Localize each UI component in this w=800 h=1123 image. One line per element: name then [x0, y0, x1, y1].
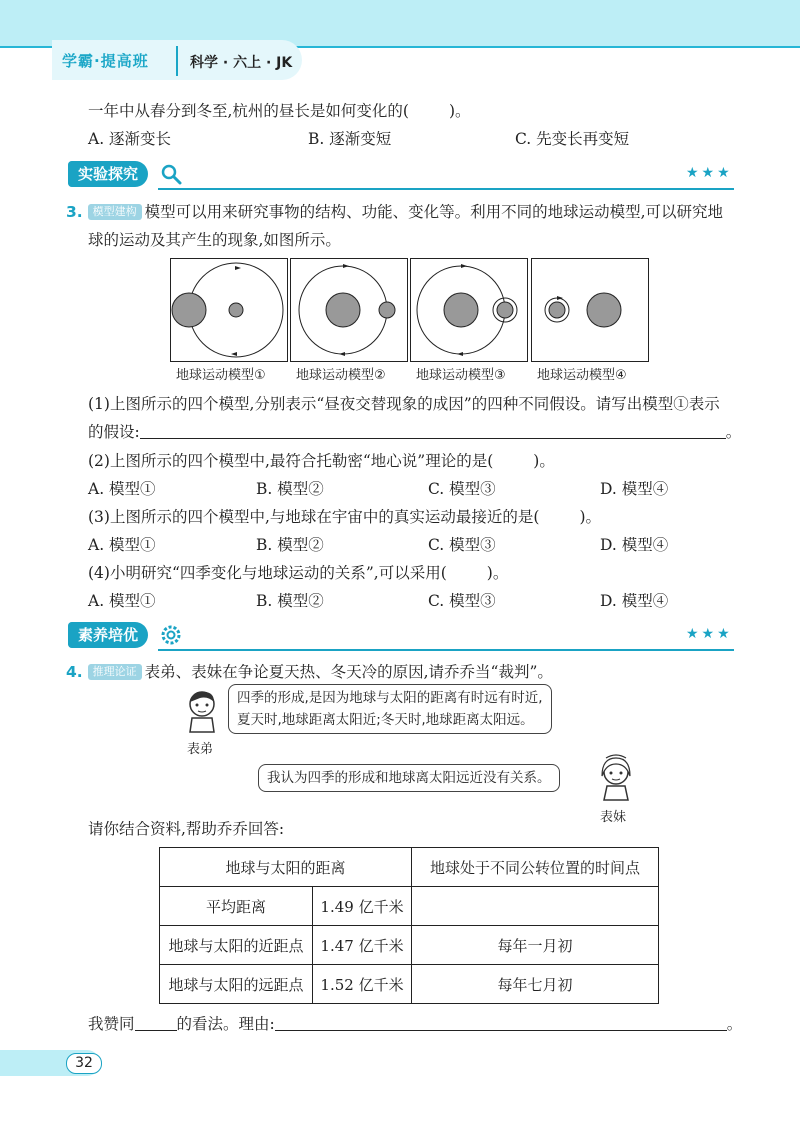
table-cell-value: 1.47 亿千米 — [313, 926, 412, 965]
q3-sub2-option-b: B. 模型② — [256, 480, 324, 498]
q3-sub4-option-c: C. 模型③ — [428, 592, 496, 610]
q3-sub4-option-d: D. 模型④ — [600, 592, 669, 610]
girl-avatar — [594, 754, 638, 802]
earth-model-1 — [170, 258, 288, 362]
q3-sub1-answer-blank[interactable] — [140, 422, 726, 439]
earth-model-3 — [410, 258, 528, 362]
table-row — [160, 965, 659, 1004]
q3-sub1: (1)上图所示的四个模型,分别表示“昼夜交替现象的成因”的四种不同假设。请写出模型①表示 — [88, 395, 720, 413]
q4-number: 4. — [66, 663, 83, 681]
q3-intro: 3. 模型建构 模型可以用来研究事物的结构、功能、变化等。利用不同的地球运动模型,可以研究地 — [66, 203, 724, 221]
table-row — [160, 887, 659, 926]
q3-sub1-line2: 的假设: 。 — [88, 423, 742, 441]
q3-tag: 模型建构 — [88, 204, 142, 220]
q3-sub4-option-a: A. 模型① — [88, 592, 156, 610]
q4-tag: 推理论证 — [88, 664, 142, 680]
q3-sub3-option-d: D. 模型④ — [600, 536, 669, 554]
table-cell-time: 每年一月初 — [412, 926, 659, 965]
section-experiment-rule — [158, 188, 734, 190]
q4-reason-blank[interactable] — [275, 1014, 727, 1031]
table-header-row — [160, 848, 659, 887]
earth-model-4 — [531, 258, 649, 362]
page-number: 32 — [66, 1053, 102, 1074]
cousin-girl-speech: 我认为四季的形成和地球离太阳远近没有关系。 — [258, 764, 560, 792]
model-1-diagram — [171, 259, 287, 361]
table-cell-label: 地球与太阳的远距点 — [160, 965, 313, 1004]
section-quality-title: 素养培优 — [68, 622, 148, 648]
model-2-caption: 地球运动模型② — [296, 368, 386, 383]
difficulty-stars: ★★★ — [686, 165, 733, 181]
q4-answer: 我赞同 的看法。理由: 。 — [88, 1015, 743, 1033]
table-header-time: 地球处于不同公转位置的时间点 — [412, 848, 659, 887]
series-logo: 学霸·提高班 — [62, 52, 149, 70]
section-quality-header — [68, 622, 734, 650]
model-4-caption: 地球运动模型④ — [537, 368, 627, 383]
table-row — [160, 926, 659, 965]
distance-table — [159, 847, 659, 1004]
model-4-diagram — [532, 259, 648, 361]
q-prev-option-c: C. 先变长再变短 — [515, 130, 630, 148]
page-footer — [0, 1050, 110, 1076]
table-cell-time: 每年七月初 — [412, 965, 659, 1004]
table-header-distance: 地球与太阳的距离 — [160, 848, 412, 887]
cousin-girl-name: 表妹 — [600, 810, 627, 825]
table-cell-value: 1.52 亿千米 — [313, 965, 412, 1004]
model-3-diagram — [411, 259, 527, 361]
section-experiment-header — [68, 161, 734, 189]
q3-sub3-option-a: A. 模型① — [88, 536, 156, 554]
cousin-boy-speech: 四季的形成,是因为地球与太阳的距离有时远有时近, 夏天时,地球距离太阳近;冬天时,地球距离太阳远。 — [228, 684, 552, 734]
q3-sub4: (4)小明研究“四季变化与地球运动的关系”,可以采用( )。 — [88, 564, 509, 582]
q-prev-stem: 一年中从春分到冬至,杭州的昼长是如何变化的( )。 — [88, 102, 471, 120]
difficulty-stars: ★★★ — [686, 626, 733, 642]
q3-sub3: (3)上图所示的四个模型中,与地球在宇宙中的真实运动最接近的是( )。 — [88, 508, 601, 526]
table-cell-label: 地球与太阳的近距点 — [160, 926, 313, 965]
q3-intro-line2: 球的运动及其产生的现象,如图所示。 — [88, 231, 341, 249]
earth-model-2 — [290, 258, 408, 362]
q3-sub3-option-c: C. 模型③ — [428, 536, 496, 554]
section-quality-rule — [158, 649, 734, 651]
section-experiment-title: 实验探究 — [68, 161, 148, 187]
q3-sub2: (2)上图所示的四个模型中,最符合托勒密“地心说”理论的是( )。 — [88, 452, 555, 470]
model-2-diagram — [291, 259, 407, 361]
model-3-caption: 地球运动模型③ — [416, 368, 506, 383]
q3-sub4-option-b: B. 模型② — [256, 592, 324, 610]
logo-separator — [176, 46, 178, 76]
gear-icon — [160, 624, 182, 646]
q3-sub2-option-a: A. 模型① — [88, 480, 156, 498]
q4-intro: 4. 推理论证 表弟、表妹在争论夏天热、冬天冷的原因,请乔乔当“裁判”。 — [66, 663, 553, 681]
q-prev-option-b: B. 逐渐变短 — [308, 130, 392, 148]
cousin-boy-name: 表弟 — [187, 742, 214, 757]
q3-sub2-option-c: C. 模型③ — [428, 480, 496, 498]
table-cell-time — [412, 887, 659, 926]
q4-agree-blank[interactable] — [135, 1014, 177, 1031]
magnifier-icon — [160, 163, 182, 185]
table-cell-value: 1.49 亿千米 — [313, 887, 412, 926]
q-prev-option-a: A. 逐渐变长 — [88, 130, 172, 148]
q3-sub2-option-d: D. 模型④ — [600, 480, 669, 498]
q3-number: 3. — [66, 203, 83, 221]
model-1-caption: 地球运动模型① — [176, 368, 266, 383]
book-title: 科学 · 六上 · JK — [190, 55, 293, 71]
page-header — [0, 0, 800, 80]
boy-avatar — [180, 688, 224, 734]
q3-sub3-option-b: B. 模型② — [256, 536, 324, 554]
table-cell-label: 平均距离 — [160, 887, 313, 926]
q4-prompt: 请你结合资料,帮助乔乔回答: — [88, 820, 285, 838]
